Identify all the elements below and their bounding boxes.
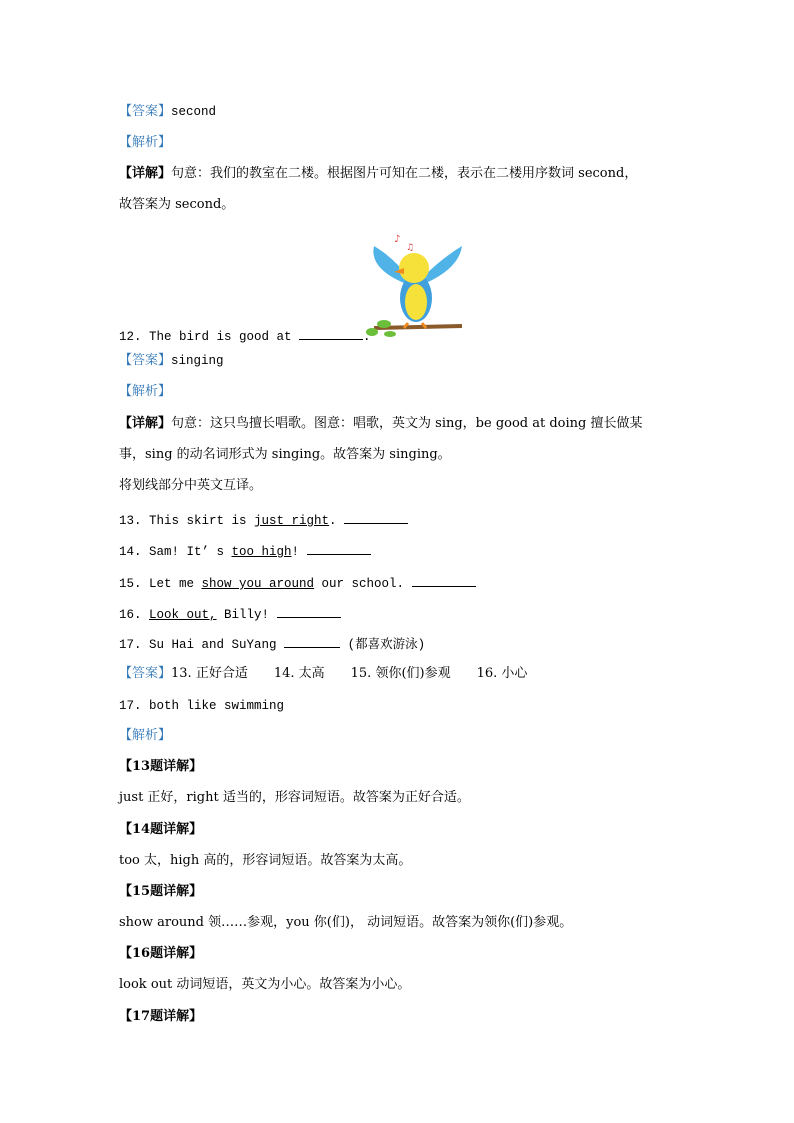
- q11-detail-2: 故答案为 second。: [119, 197, 235, 212]
- detail-text: 句意：我们的教室在二楼。根据图片可知在二楼，表示在二楼用序数词 second，: [171, 166, 638, 181]
- question-text: 12. The bird is good at: [119, 330, 292, 344]
- question-end: .: [363, 330, 371, 344]
- q12-detail: [119, 416, 643, 432]
- answer-16: 16. 小心: [476, 666, 528, 681]
- q12-detail-2: 事，sing 的动名词形式为 singing。故答案为 singing。: [119, 447, 451, 462]
- answer-text: second: [171, 105, 217, 119]
- answer-blank: [412, 574, 476, 587]
- instruction: 将划线部分中英文互译。: [119, 478, 263, 493]
- detail-17-tag: 【17题详解】: [119, 1009, 203, 1024]
- answer-13: 13. 正好合适: [171, 666, 248, 681]
- answer-blank: [344, 511, 408, 524]
- detail-13-text: just 正好，right 适当的，形容词短语。故答案为正好合适。: [119, 790, 470, 805]
- svg-text:♫: ♫: [406, 243, 415, 253]
- detail-tag: 【详解】: [119, 416, 172, 431]
- answer-text: singing: [171, 354, 224, 368]
- analysis-tag: 【解析】: [119, 728, 172, 743]
- answer-blank: [284, 635, 340, 648]
- q-underlined: just right: [254, 514, 330, 528]
- detail-15-tag: 【15题详解】: [119, 884, 203, 899]
- detail-16-tag: 【16题详解】: [119, 946, 203, 961]
- q-pre: 16.: [119, 608, 150, 622]
- q-post: .: [329, 514, 337, 528]
- q-pre: 17. Su Hai and SuYang: [119, 638, 277, 652]
- q-underlined: Look out,: [149, 608, 217, 622]
- answer-blank: [277, 605, 341, 618]
- q11-answer: [119, 104, 216, 120]
- q-post: Billy!: [216, 608, 270, 622]
- q-post: !: [291, 545, 300, 559]
- detail-text: 句意：这只鸟擅长唱歌。图意：唱歌，英文为 sing，be good at doing 擅长做某: [171, 416, 643, 431]
- svg-text:♪: ♪: [394, 234, 401, 245]
- detail-13-tag: 【13题详解】: [119, 759, 203, 774]
- q-pre: 14. Sam! It’ s: [119, 545, 232, 559]
- q13: [119, 511, 408, 529]
- answer-17: 17. both like swimming: [119, 699, 285, 713]
- q17: [119, 635, 425, 653]
- answer-15: 15. 领你(们)参观: [350, 666, 451, 681]
- answers-line: [119, 666, 527, 682]
- q14: [119, 542, 371, 560]
- detail-14-text: too 太，high 高的，形容词短语。故答案为太高。: [119, 853, 412, 868]
- q11-detail: [119, 166, 637, 182]
- q-post: our school.: [314, 577, 405, 591]
- answer-tag: 【答案】: [119, 353, 172, 368]
- q12-answer: [119, 353, 224, 369]
- q-pre: 15. Let me: [119, 577, 202, 591]
- answer-tag: 【答案】: [119, 104, 172, 119]
- q11-analysis-tag: 【解析】: [119, 135, 172, 150]
- answer-blank: [299, 327, 363, 340]
- detail-15-text: show around 领……参观，you 你(们)， 动词短语。故答案为领你(们)参观。: [119, 915, 573, 930]
- q15: [119, 574, 476, 592]
- q16: [119, 605, 341, 623]
- q12-question: [119, 327, 371, 345]
- q-underlined: show you around: [201, 577, 315, 591]
- q-pre: 13. This skirt is: [119, 514, 255, 528]
- q-post: (都喜欢游泳): [347, 638, 426, 652]
- answer-tag: 【答案】: [119, 666, 172, 681]
- detail-tag: 【详解】: [119, 166, 172, 181]
- answer-blank: [307, 542, 371, 555]
- q-underlined: too high: [231, 545, 292, 559]
- singing-bird-image: [364, 228, 466, 340]
- detail-14-tag: 【14题详解】: [119, 822, 203, 837]
- q12-analysis-tag: 【解析】: [119, 384, 172, 399]
- detail-16-text: look out 动词短语，英文为小心。故答案为小心。: [119, 977, 411, 992]
- answer-14: 14. 太高: [273, 666, 325, 681]
